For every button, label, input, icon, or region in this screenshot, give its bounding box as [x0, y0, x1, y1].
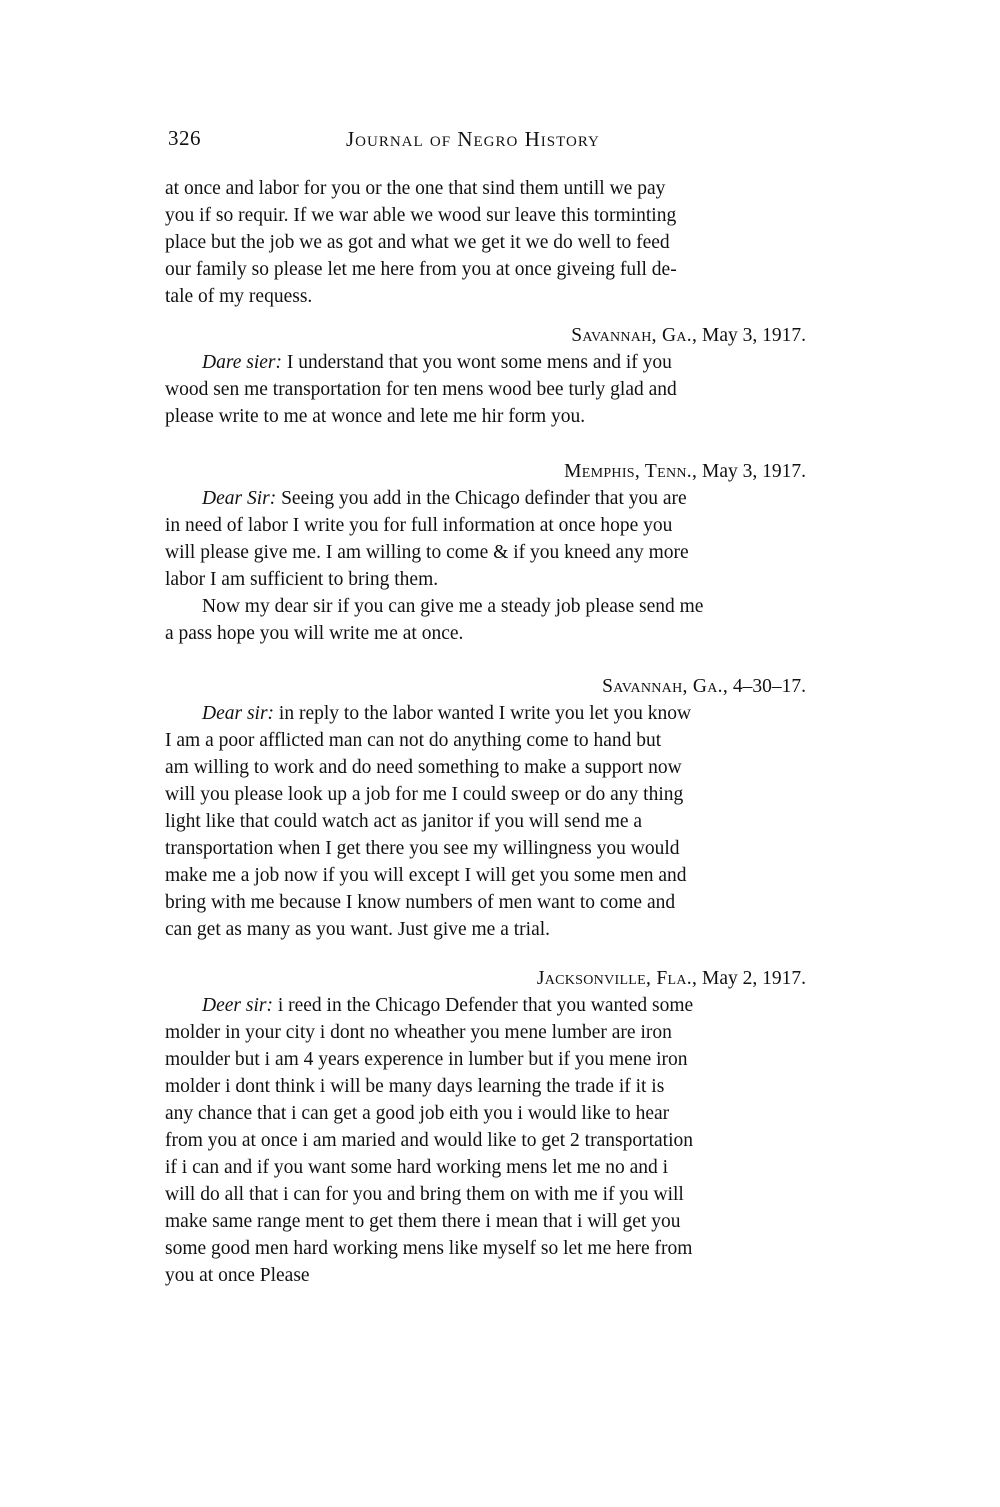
dateline-place: Savannah, Ga., — [571, 325, 698, 346]
text-line: tale of my requess. — [165, 286, 313, 307]
dateline-place: Jacksonville, Fla., — [536, 968, 698, 989]
letter-savannah-may-3 — [165, 322, 840, 430]
first-line-text: in reply to the labor wanted I write you let you know — [274, 703, 692, 724]
text-line: at once and labor for you or the one that sind them untill we pay — [165, 178, 666, 199]
first-line — [165, 349, 840, 376]
letter-savannah-4-30-17 — [165, 673, 840, 943]
salutation: Deer sir: — [202, 995, 273, 1016]
text-line: a pass hope you will write me at once. — [165, 623, 464, 644]
salutation: Dear Sir: — [202, 488, 277, 509]
text-line: Now my dear sir if you can give me a steady job please send me — [202, 596, 704, 617]
continuation-text — [165, 175, 840, 310]
text-line: am willing to work and do need something to make a support now — [165, 757, 682, 778]
first-line — [165, 700, 840, 727]
text-line: please write to me at wonce and lete me hir form you. — [165, 406, 586, 427]
text-line: molder in your city i dont no wheather you mene lumber are iron — [165, 1022, 672, 1043]
text-line: wood sen me transportation for ten mens wood bee turly glad and — [165, 379, 677, 400]
dateline — [165, 673, 840, 700]
text-line: place but the job we as got and what we get it we do well to feed — [165, 232, 670, 253]
text-line: will please give me. I am willing to come & if you kneed any more — [165, 542, 689, 563]
dateline — [165, 965, 840, 992]
text-line: will you please look up a job for me I could sweep or do any thing — [165, 784, 684, 805]
letter-memphis — [165, 458, 840, 647]
dateline — [165, 322, 840, 349]
text-line: you if so requir. If we war able we wood sur leave this torminting — [165, 205, 677, 226]
first-line — [165, 485, 840, 512]
text-line: our family so please let me here from you at once giveing full de- — [165, 259, 677, 280]
text-line: labor I am sufficient to bring them. — [165, 569, 439, 590]
text-line: will do all that i can for you and bring them on with me if you will — [165, 1184, 684, 1205]
text-line: light like that could watch act as janitor if you will send me a — [165, 811, 643, 832]
text-line: moulder but i am 4 years experence in lumber but if you mene iron — [165, 1049, 688, 1070]
text-line: bring with me because I know numbers of men want to come and — [165, 892, 676, 913]
text-line: you at once Please — [165, 1265, 310, 1286]
dateline-place: Savannah, Ga., — [602, 676, 728, 697]
dateline-date: 4–30–17. — [732, 676, 806, 697]
first-line-text: i reed in the Chicago Defender that you wanted some — [272, 995, 694, 1016]
text-line: if i can and if you want some hard working mens let me no and i — [165, 1157, 669, 1178]
dateline — [165, 458, 840, 485]
dateline-date: May 2, 1917. — [702, 968, 806, 989]
text-line: any chance that i can get a good job eith you i would like to hear — [165, 1103, 670, 1124]
text-line: molder i dont think i will be many days learning the trade if it is — [165, 1076, 665, 1097]
page-number: 326 — [168, 126, 201, 150]
text-line: in need of labor I write you for full information at once hope you — [165, 515, 673, 536]
salutation: Dare sier: — [202, 352, 282, 373]
text-line: from you at once i am maried and would like to get 2 transportation — [165, 1130, 693, 1151]
salutation: Dear sir: — [202, 703, 275, 724]
text-line: can get as many as you want. Just give me a trial. — [165, 919, 551, 940]
text-line: some good men hard working mens like myself so let me here from — [165, 1238, 693, 1259]
text-line: make same range ment to get them there i mean that i will get you — [165, 1211, 681, 1232]
running-title: Journal of Negro History — [346, 127, 600, 151]
page-header — [168, 126, 840, 156]
text-line: I am a poor afflicted man can not do anything come to hand but — [165, 730, 662, 751]
text-line: transportation when I get there you see my willingness you would — [165, 838, 680, 859]
first-line-text: I understand that you wont some mens and if you — [281, 352, 672, 373]
dateline-date: May 3, 1917. — [702, 325, 806, 346]
dateline-place: Memphis, Tenn., — [564, 461, 698, 482]
first-line — [165, 992, 840, 1019]
letter-jacksonville — [165, 965, 840, 1289]
text-line: make me a job now if you will except I will get you some men and — [165, 865, 687, 886]
first-line-text: Seeing you add in the Chicago definder that you are — [276, 488, 687, 509]
dateline-date: May 3, 1917. — [702, 461, 806, 482]
